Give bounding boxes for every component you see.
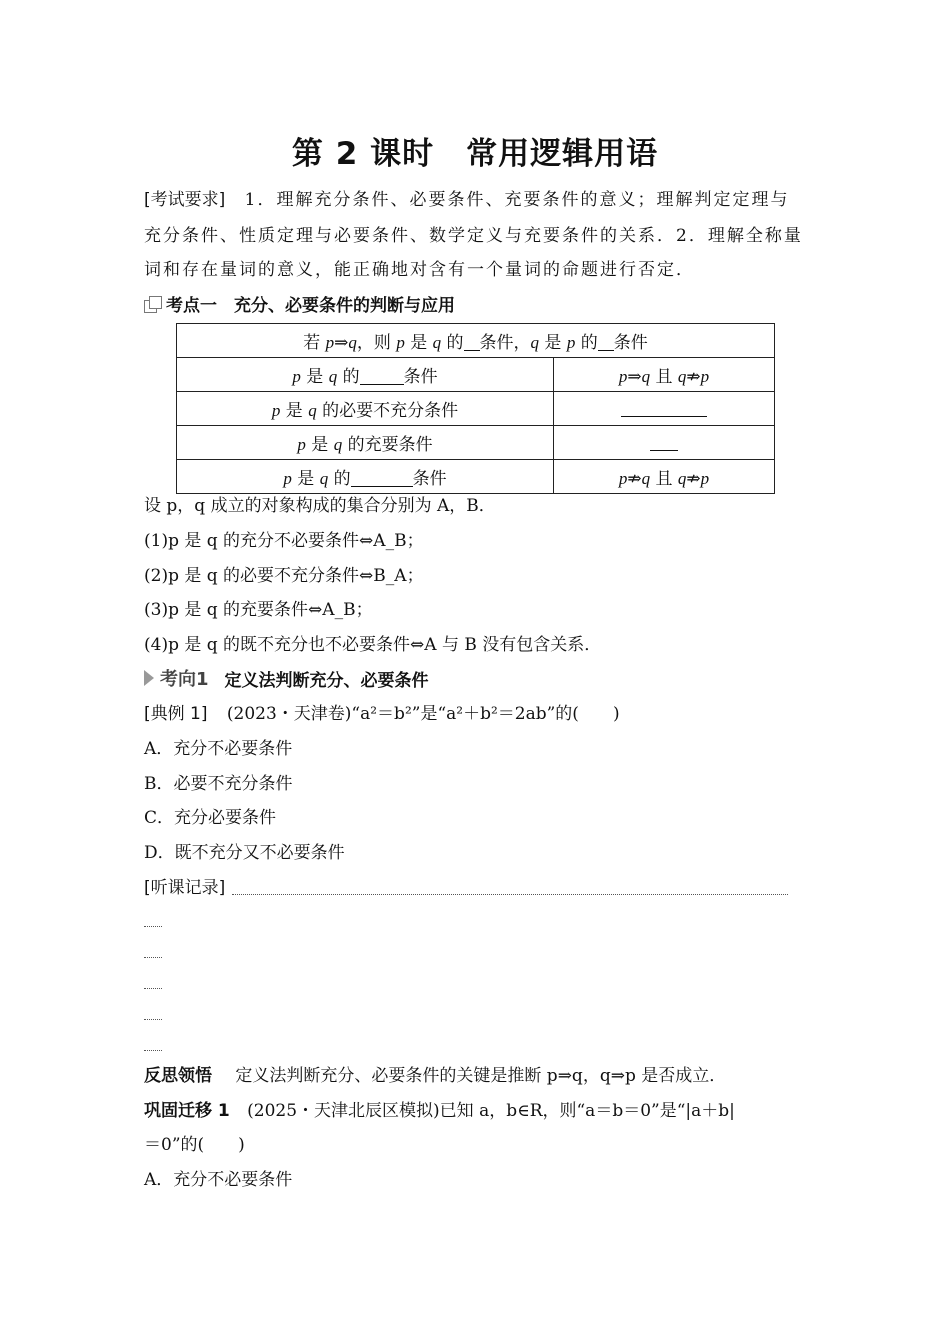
requirements-label: [考试要求] [144,190,226,210]
practice-label: 巩固迁移 1 [144,1101,230,1121]
table-cell [554,426,775,460]
table-cell: p 是 q 的 条件 [177,358,554,392]
sets-item-4: (4)p 是 q 的既不充分也不必要条件⇔A 与 B 没有包含关系． [144,635,602,655]
table-cell: p⇏q 且 q⇏p [554,460,775,494]
requirements-text-1: 1．理解充分条件、必要条件、充要条件的意义；理解判定定理与 [244,190,790,210]
notes-dotted-line [144,1050,162,1051]
sets-intro: 设 p，q 成立的对象构成的集合分别为 A，B． [144,496,496,516]
practice-text-1: (2025・天津北辰区模拟)已知 a，b∈R，则“a＝b＝0”是“|a＋b| [247,1101,735,1121]
notes-dotted-line [232,894,788,895]
reflection-text: 定义法判断充分、必要条件的关键是推断 p⇒q，q⇒p 是否成立． [235,1066,727,1086]
table-cell [554,392,775,426]
practice-line-1 [144,1100,735,1122]
sets-item-2: (2)p 是 q 的必要不充分条件⇔B_A； [144,566,424,586]
example-option-c: C．充分必要条件 [144,808,277,828]
example-line [144,703,620,725]
table-cell: p 是 q 的必要不充分条件 [177,392,554,426]
practice-option-a: A．充分不必要条件 [144,1170,293,1190]
table-row [177,392,775,426]
example-option-d: D．既不充分又不必要条件 [144,843,345,863]
table-cell: p 是 q 的 条件 [177,460,554,494]
example-option-b: B．必要不充分条件 [144,774,293,794]
notes-dotted-line [144,988,162,989]
reflection-label: 反思领悟 [144,1066,212,1086]
example-text: (2023・天津卷)“a²＝b²”是“a²＋b²＝2ab”的( ) [226,704,620,724]
direction-heading [144,665,429,691]
notes-dotted-line [144,957,162,958]
section-heading [144,291,455,316]
section-square-icon [144,296,162,312]
direction-tag: 考向1 [160,669,209,690]
table-cell: p⇒q 且 q⇏p [554,358,775,392]
condition-table [176,323,775,494]
requirements-line-1 [144,189,790,211]
notes-label: [听课记录] [144,878,226,898]
section-label: 考点一 充分、必要条件的判断与应用 [166,296,455,316]
notes-dotted-line [144,1019,162,1020]
notes-dotted-line [144,926,162,927]
sets-item-1: (1)p 是 q 的充分不必要条件⇔A_B； [144,531,424,551]
page-title: 第 2 课时 常用逻辑用语 [291,136,659,172]
reflection-line [144,1065,726,1087]
triangle-icon [144,670,154,686]
requirements-line-3: 词和存在量词的意义，能正确地对含有一个量词的命题进行否定． [144,260,695,280]
table-row [177,460,775,494]
requirements-line-2: 充分条件、性质定理与必要条件、数学定义与充要条件的关系．2．理解全称量 [144,226,803,246]
table-cell: p 是 q 的充要条件 [177,426,554,460]
table-row [177,358,775,392]
practice-line-2: ＝0”的( ) [144,1135,245,1155]
sets-item-3: (3)p 是 q 的充要条件⇔A_B； [144,600,373,620]
table-header: 若 p⇒q，则 p 是 q 的 条件，q 是 p 的 条件 [177,324,775,358]
example-label: [典例 1] [144,704,208,724]
direction-label: 定义法判断充分、必要条件 [224,670,429,691]
table-row [177,426,775,460]
example-option-a: A．充分不必要条件 [144,739,293,759]
